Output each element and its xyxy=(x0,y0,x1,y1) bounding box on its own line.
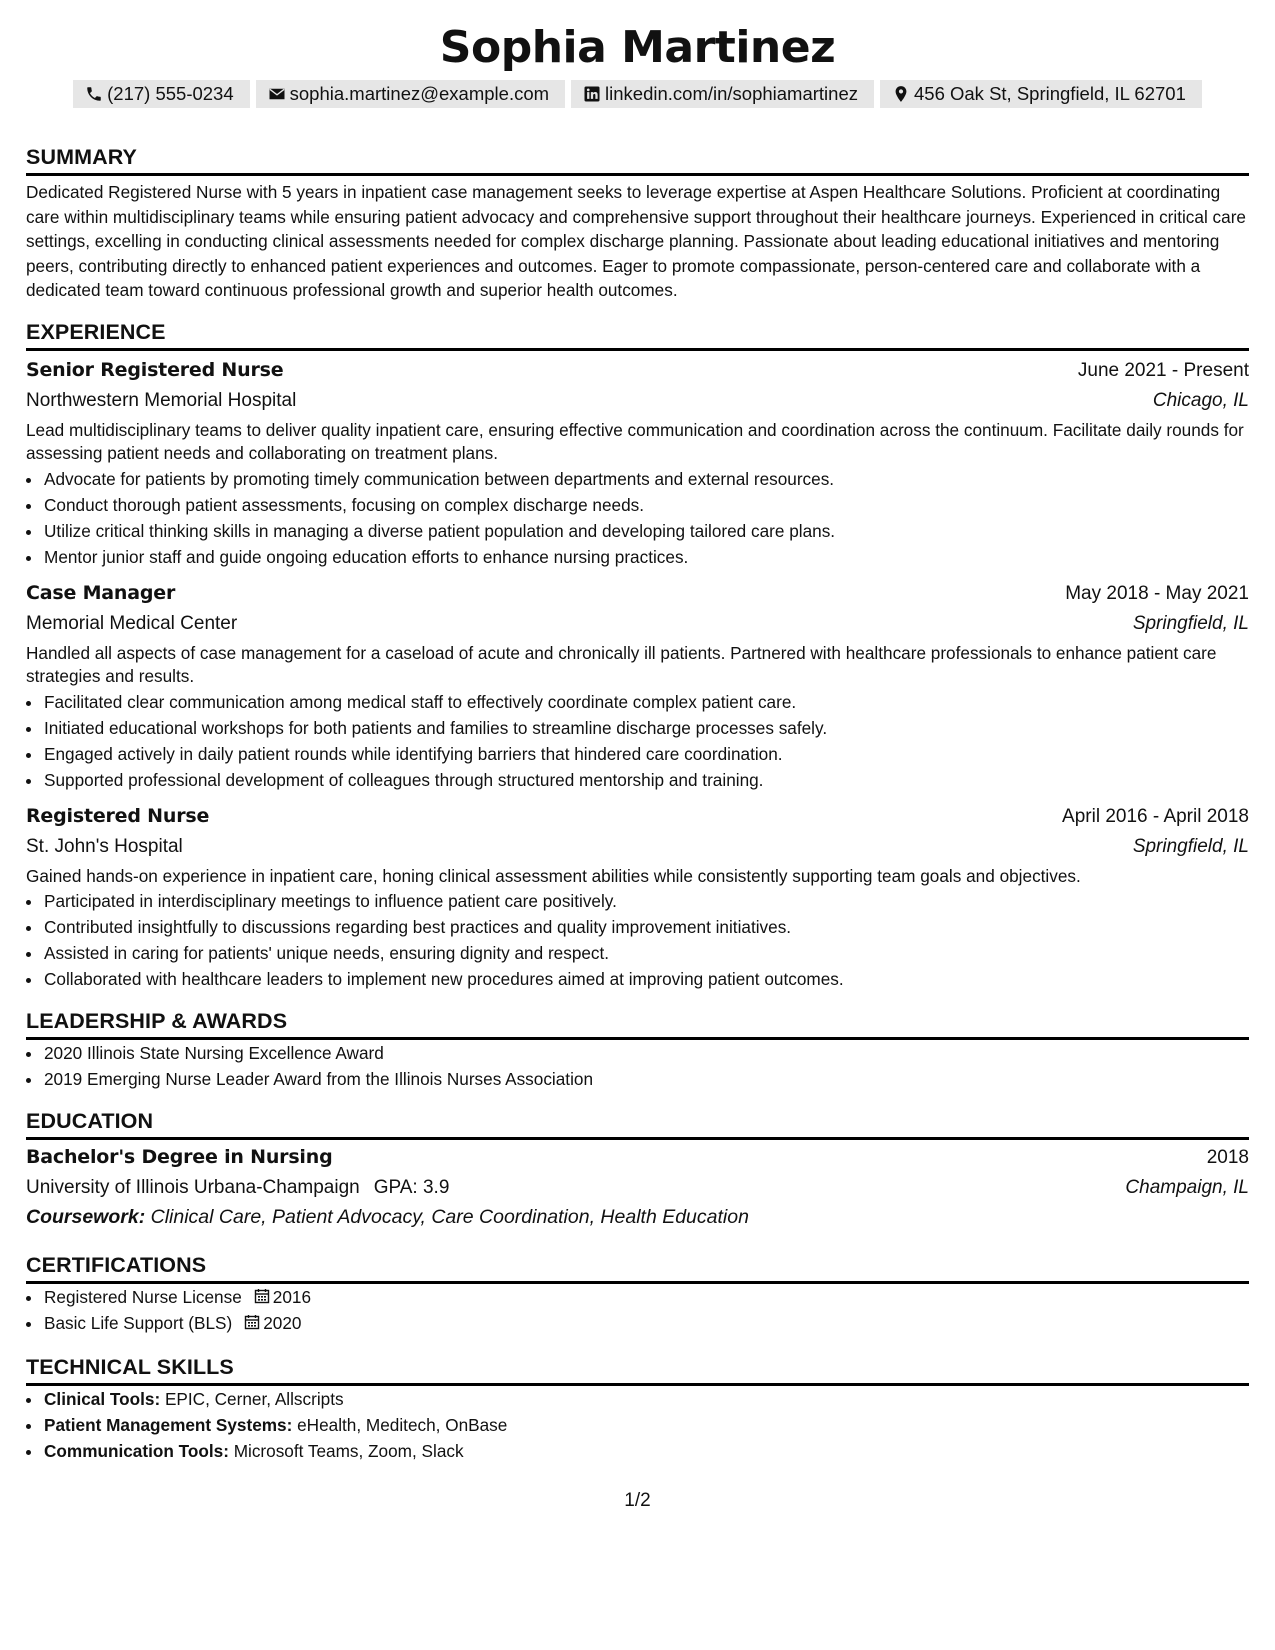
section-title-summary: SUMMARY xyxy=(26,142,1249,176)
job-dates: May 2018 - May 2021 xyxy=(1065,582,1249,604)
phone-icon xyxy=(85,85,103,103)
job-bullets xyxy=(26,689,1249,793)
list-item xyxy=(43,1412,1249,1438)
contact-address xyxy=(880,80,1202,108)
candidate-name: Sophia Martinez xyxy=(439,22,836,73)
list-item: • Assisted in caring for patients' unique needs, ensuring dignity and respect. xyxy=(43,940,1249,966)
job-entry xyxy=(26,355,1249,570)
skill-label: Patient Management Systems: xyxy=(44,1415,293,1435)
job-title: Senior Registered Nurse xyxy=(26,358,284,381)
job-entry xyxy=(26,801,1249,993)
education-section xyxy=(26,1106,1249,1232)
calendar-icon xyxy=(254,1288,270,1304)
list-item: • Mentor junior staff and guide ongoing education efforts to enhance nursing practices. xyxy=(43,544,1249,570)
section-title-skills: TECHNICAL SKILLS xyxy=(26,1352,1249,1386)
list-item: • 2019 Emerging Nurse Leader Award from the Illinois Nurses Association xyxy=(43,1066,1249,1092)
school-location: Champaign, IL xyxy=(1125,1177,1249,1198)
list-item: • Contributed insightfully to discussions regarding best practices and quality improvement initiatives. xyxy=(43,914,1249,940)
experience-section xyxy=(26,317,1249,993)
cert-year: 2016 xyxy=(272,1287,312,1307)
list-item: • Advocate for patients by promoting timely communication between departments and external resources. xyxy=(43,466,1249,492)
job-title: Case Manager xyxy=(26,581,176,604)
section-title-awards: LEADERSHIP & AWARDS xyxy=(26,1006,1249,1040)
list-item: • Engaged actively in daily patient rounds while identifying barriers that hindered care coordination. xyxy=(43,741,1249,767)
job-description: Handled all aspects of case management for a caseload of acute and chronically ill patients. Partnered with healthcare professionals to enhance patient care strategies and results. xyxy=(26,642,1217,686)
job-title: Registered Nurse xyxy=(26,804,210,827)
job-employer: Memorial Medical Center xyxy=(26,612,238,634)
cert-name: Basic Life Support (BLS) xyxy=(44,1313,233,1333)
job-location: Chicago, IL xyxy=(1152,389,1249,411)
awards-section xyxy=(26,1006,1249,1092)
cert-name: Registered Nurse License xyxy=(44,1287,242,1307)
summary-text: Dedicated Registered Nurse with 5 years in inpatient case management seeks to leverage expertise at Aspen Healthcare Solutions. Proficient at coordinating care within multidisciplinary teams while ensuring patient advocacy and comprehensive support throughout their healthcare journeys. Experienced in critical care settings, excelling in conducting clinical assessments needed for complex discharge planning. Passionate about leading educational initiatives and mentoring peers, contributing directly to enhanced patient experiences and outcomes. Eager to promote compassionate, person-centered care and collaborate with a dedicated team toward continuous professional growth and superior health outcomes. xyxy=(26,182,1246,300)
envelope-icon xyxy=(268,85,286,103)
list-item: • Supported professional development of colleagues through structured mentorship and training. xyxy=(43,767,1249,793)
linkedin-icon xyxy=(583,85,601,103)
cert-year: 2020 xyxy=(263,1313,302,1333)
skill-value: eHealth, Meditech, OnBase xyxy=(297,1415,508,1435)
contact-bar xyxy=(26,80,1249,108)
address-text: 456 Oak St, Springfield, IL 62701 xyxy=(914,83,1186,104)
contact-linkedin[interactable] xyxy=(571,80,874,108)
job-location: Springfield, IL xyxy=(1132,612,1249,634)
email-text: sophia.martinez@example.com xyxy=(289,83,550,104)
coursework-list: Clinical Care, Patient Advocacy, Care Coordination, Health Education xyxy=(150,1206,749,1228)
page-number: 1/2 xyxy=(624,1490,651,1511)
section-title-certifications: CERTIFICATIONS xyxy=(26,1250,1249,1284)
calendar-icon xyxy=(244,1314,260,1330)
graduation-year: 2018 xyxy=(1206,1147,1249,1168)
list-item: • 2020 Illinois State Nursing Excellence Award xyxy=(43,1040,1249,1066)
certifications-list xyxy=(26,1284,1249,1336)
skill-label: Communication Tools: xyxy=(44,1441,229,1461)
list-item xyxy=(43,1438,1249,1464)
job-description: Lead multidisciplinary teams to deliver quality inpatient care, ensuring effective communication and coordination across the continuum. Facilitate daily rounds for assessing patient needs and collaborating on treatment plans. xyxy=(26,419,1244,463)
job-employer: St. John's Hospital xyxy=(26,835,183,857)
section-title-education: EDUCATION xyxy=(26,1106,1249,1140)
degree-title: Bachelor's Degree in Nursing xyxy=(26,1146,333,1168)
list-item: • Conduct thorough patient assessments, focusing on complex discharge needs. xyxy=(43,492,1249,518)
contact-phone[interactable] xyxy=(73,80,250,108)
job-description: Gained hands-on experience in inpatient care, honing clinical assessment abilities while consistently supporting team goals and objectives. xyxy=(26,865,1081,886)
list-item xyxy=(43,1310,1249,1336)
contact-email[interactable] xyxy=(256,80,565,108)
skill-value: EPIC, Cerner, Allscripts xyxy=(164,1389,344,1409)
job-employer: Northwestern Memorial Hospital xyxy=(26,389,297,411)
skills-list xyxy=(26,1386,1249,1464)
skills-section xyxy=(26,1352,1249,1464)
list-item: • Participated in interdisciplinary meetings to influence patient care positively. xyxy=(43,888,1249,914)
list-item: • Collaborated with healthcare leaders to implement new procedures aimed at improving patient outcomes. xyxy=(43,966,1249,992)
job-location: Springfield, IL xyxy=(1132,835,1249,857)
gpa: GPA: 3.9 xyxy=(373,1177,450,1198)
job-dates: June 2021 - Present xyxy=(1077,359,1249,381)
skill-label: Clinical Tools: xyxy=(44,1389,161,1409)
awards-list xyxy=(26,1040,1249,1092)
job-bullets xyxy=(26,466,1249,570)
summary-section xyxy=(26,142,1249,303)
linkedin-text: linkedin.com/in/sophiamartinez xyxy=(605,83,858,104)
list-item xyxy=(43,1386,1249,1412)
school-name: University of Illinois Urbana-Champaign xyxy=(26,1177,360,1198)
school-line xyxy=(26,1173,449,1203)
list-item xyxy=(43,1284,1249,1310)
job-entry xyxy=(26,578,1249,793)
skill-value: Microsoft Teams, Zoom, Slack xyxy=(233,1441,464,1461)
coursework xyxy=(26,1203,1249,1232)
phone-text: (217) 555-0234 xyxy=(107,83,234,104)
section-title-experience: EXPERIENCE xyxy=(26,317,1249,351)
certifications-section xyxy=(26,1250,1249,1336)
job-bullets xyxy=(26,888,1249,992)
list-item: • Utilize critical thinking skills in managing a diverse patient population and developing tailored care plans. xyxy=(43,518,1249,544)
map-pin-icon xyxy=(892,85,910,103)
list-item: • Initiated educational workshops for both patients and families to streamline discharge processes safely. xyxy=(43,715,1249,741)
coursework-label: Coursework: xyxy=(26,1206,146,1228)
job-dates: April 2016 - April 2018 xyxy=(1062,805,1249,827)
list-item: • Facilitated clear communication among medical staff to effectively coordinate complex patient care. xyxy=(43,689,1249,715)
